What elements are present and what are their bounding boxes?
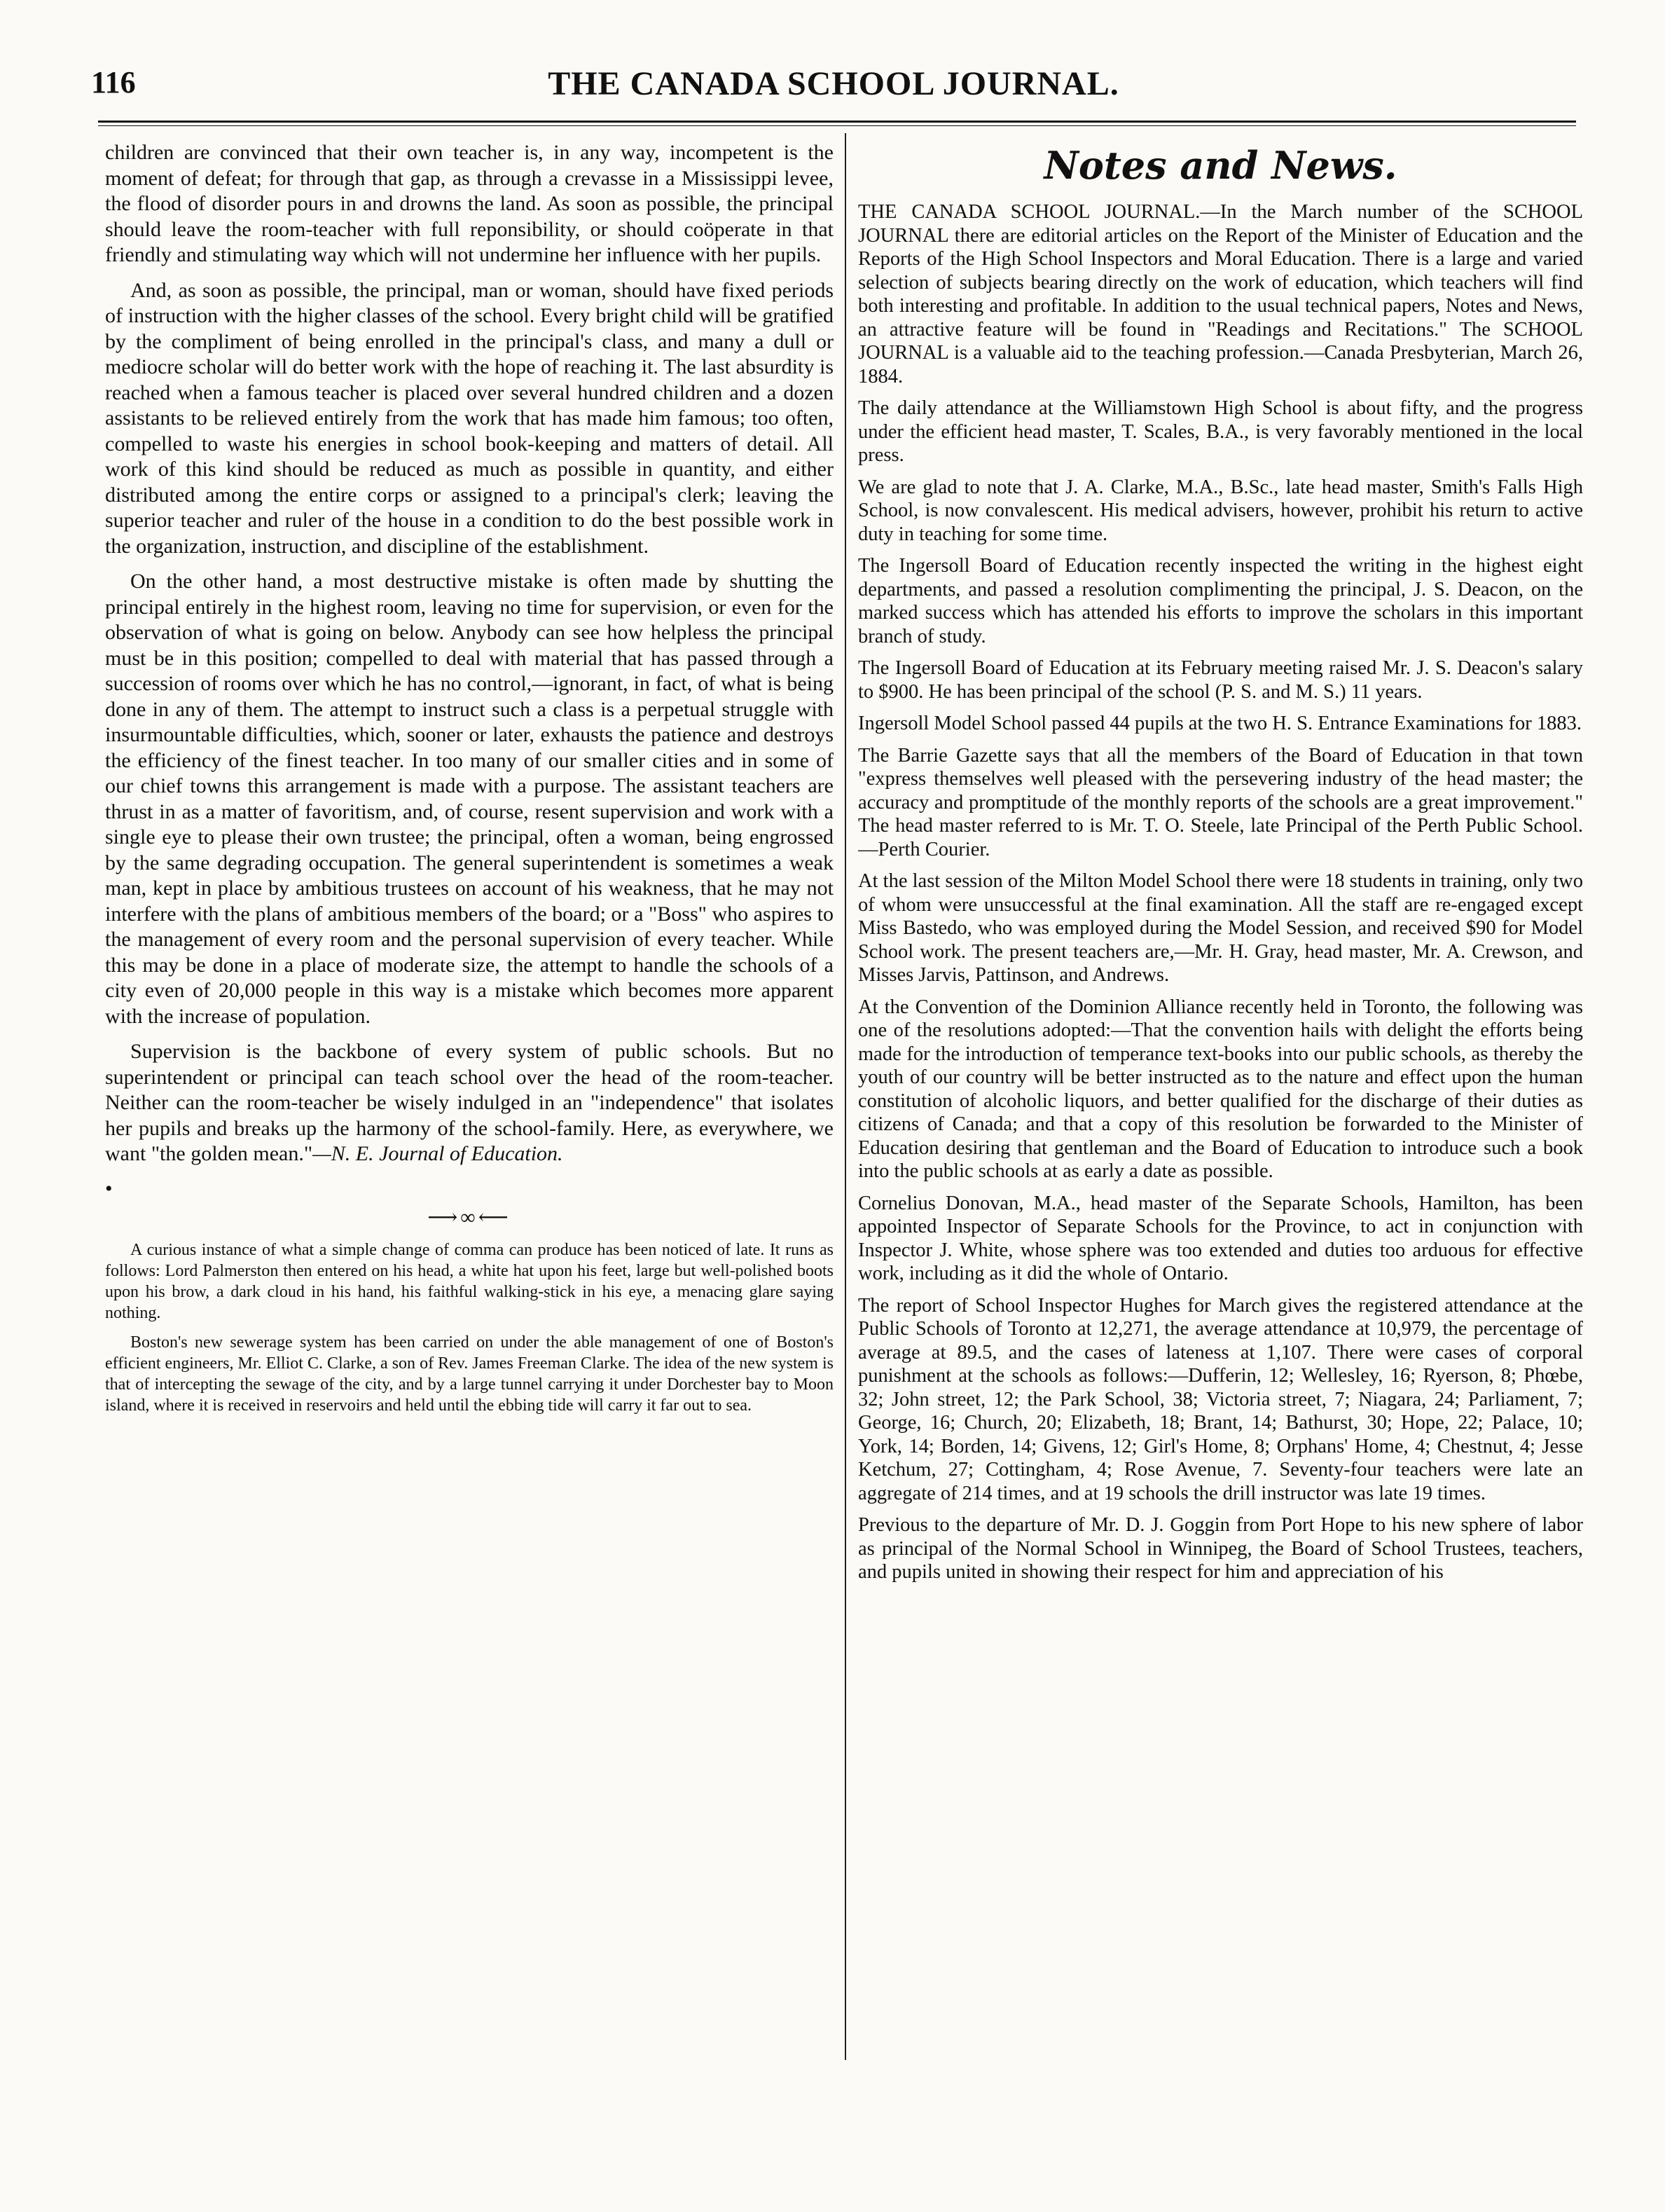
bullet-mark: • (105, 1176, 113, 1200)
news-item: The Ingersoll Board of Education recently inspected the writing in the highest eight departments, and passed a resolution complimenting the principal, J. S. Deacon, on the marked success which has attended his efforts to improve the scholars in this important branch of study. (858, 555, 1583, 647)
small-note: A curious instance of what a simple change of comma can produce has been noticed of late. It runs as follows: Lord Palmerston then entered on his head, a white hat upon his feet, large but well-polished boots upon his brow, a dark cloud in his hand, his faithful walking-stick in his eye, a menacing glare saying nothing. (105, 1240, 834, 1322)
journal-title: THE CANADA SCHOOL JOURNAL. (548, 65, 1119, 102)
right-column (858, 140, 1583, 2060)
news-item: The Ingersoll Board of Education at its February meeting raised Mr. J. S. Deacon's salary to $900. He has been principal of the school (P. S. and M. S.) 11 years. (858, 657, 1583, 703)
article-paragraph: And, as soon as possible, the principal, man or woman, should have fixed periods of instruction with the higher classes of the school. Every bright child will be gratified by the compliment of being enrolled in the principal's class, and many a dull or mediocre scholar will do better work with the hope of reaching it. The last absurdity is reached when a famous teacher is placed over several hundred children and a dozen assistants to be relieved entirely from the work that has made him famous; too often, compelled to waste his energies in school book-keeping and matters of detail. All work of this kind should be reduced as much as possible in quantity, and either distributed among the entire corps or assigned to a principal's clerk; leaving the superior teacher and ruler of the house in a condition to do the best possible work in the organization, instruction, and discipline of the establishment. (105, 278, 834, 558)
article-paragraph-text: Supervision is the backbone of every system of public schools. But no superintendent or principal can teach school over the head of the room-teacher. Neither can the room-teacher be wisely indulged in an "independence" that isolates her pupils and breaks up the harmony of the school-family. Here, as everywhere, we want "the golden mean." (105, 1040, 834, 1165)
section-ornament: ⟶∞⟵ (427, 1205, 511, 1229)
small-notes (105, 1239, 834, 1416)
news-item: The Barrie Gazette says that all the members of the Board of Education in that town "express themselves well pleased with the persevering industry of the head master; the accuracy and promptitude of the monthly reports of the schools are a great improvement." The head master referred to is Mr. T. O. Steele, late Principal of the Perth Public School.—Perth Courier. (858, 744, 1583, 860)
news-item: Ingersoll Model School passed 44 pupils at the two H. S. Entrance Examinations for 1883. (858, 713, 1582, 734)
news-item: We are glad to note that J. A. Clarke, M.A., B.Sc., late head master, Smith's Falls High School, is now convalescent. His medical advisers, however, prohibit his return to active duty in teaching for some time. (858, 476, 1583, 545)
article-paragraph: On the other hand, a most destructive mistake is often made by shutting the principal entirely in the highest room, leaving no time for supervision, or even for the observation of what is going on below. Anybody can see how helpless the principal must be in this position; compelled to deal with material that has passed through a succession of rooms over which he has no control,—ignorant, in fact, of what is being done in any of them. The attempt to instruct such a class is a perpetual struggle with insurmountable difficulties, which, sooner or later, exhausts the patience and destroys the efficiency of the finest teacher. In too many of our smaller cities and in some of our chief towns this arrangement is made with a purpose. The assistant teachers are thrust in as a matter of favoritism, and, of course, resent supervision and work with a single eye to please their own trustee; the principal, often a woman, being engrossed by the same degrading occupation. The general superintendent is sometimes a weak man, kept in place by ambitious trustees on account of his weakness, that he may not interfere with the plans of ambitious members of the board; or a "Boss" who aspires to the management of every room and the personal supervision of every teacher. While this may be done in a place of moderate size, the attempt to handle the schools of a city even of 20,000 people in this way is a mistake which becomes more apparent with the increase of population. (105, 570, 834, 1028)
news-item: THE CANADA SCHOOL JOURNAL.—In the March number of the SCHOOL JOURNAL there are editorial articles on the Report of the Minister of Education and the Reports of the High School Inspectors and Moral Education. There is a large and varied selection of subjects bearing directly on the work of education, which teachers will find both interesting and profitable. In addition to the usual technical papers, Notes and News, an attractive feature will be found in "Readings and Recitations." The SCHOOL JOURNAL is a valuable aid to the teaching profession.—Canada Presbyterian, March 26, 1884. (858, 201, 1583, 387)
news-item: The daily attendance at the Williamstown High School is about fifty, and the progress under the efficient head master, T. Scales, B.A., is very favorably mentioned in the local press. (858, 397, 1583, 466)
article-attribution: —N. E. Journal of Education. (312, 1142, 563, 1165)
article-paragraph (105, 1039, 834, 1167)
article-paragraph: children are convinced that their own teacher is, in any way, incompetent is the moment of defeat; for through that gap, as through a crevasse in a Mississippi levee, the flood of disorder pours in and drowns the land. As soon as possible, the principal should leave the room-teacher with full reponsibility, or should coöperate in that friendly and stimulating way which will not undermine her influence with her pupils. (105, 141, 834, 266)
news-item: Previous to the departure of Mr. D. J. Goggin from Port Hope to his new sphere of labor as principal of the Normal School in Winnipeg, the Board of School Trustees, teachers, and pupils united in showing their respect for him and appreciation of his (858, 1514, 1583, 1583)
news-item: Cornelius Donovan, M.A., head master of the Separate Schools, Hamilton, has been appointed Inspector of Separate Schools for the Province, to act in conjunction with Inspector J. White, whose sphere was too extended and duties too arduous for effective work, including as it did the whole of Ontario. (858, 1192, 1583, 1284)
page-number: 116 (91, 65, 136, 99)
header-rule (98, 121, 1576, 126)
news-item: At the Convention of the Dominion Alliance recently held in Toronto, the following was one of the resolutions adopted:—That the convention hails with delight the efforts being made for the introduction of temperance text-books into our public schools, as thereby the youth of our country will be better instructed as to the nature and effect upon the human constitution of alcoholic liquors, and better qualified for the discharge of their duties as citizens of Canada; and that a copy of this resolution be forwarded to the Minister of Education desiring that gentleman and the Board of Education to introduce such a book into the public schools at as early a date as possible. (858, 996, 1583, 1182)
news-item: At the last session of the Milton Model School there were 18 students in training, only two of whom were unsuccessful at the final examination. All the staff are re-engaged except Miss Bastedo, who was employed during the Model Session, and received $90 for Model School work. The present teachers are,—Mr. H. Gray, head master, Mr. A. Crewson, and Misses Jarvis, Pattinson, and Andrews. (858, 870, 1583, 986)
section-heading: Notes and News. (1044, 143, 1397, 188)
page-header (91, 64, 1576, 107)
small-note: Boston's new sewerage system has been carried on under the able management of one of Boston's efficient engineers, Mr. Elliot C. Clarke, a son of Rev. James Freeman Clarke. The idea of the new system is that of intercepting the sewage of the city, and by a large tunnel carrying it under Dorchester bay to Moon island, where it is received in reservoirs and held until the ebbing tide will carry it far out to sea. (105, 1333, 834, 1415)
left-column (105, 140, 834, 2060)
column-divider (845, 133, 846, 2060)
news-item: The report of School Inspector Hughes for March gives the registered attendance at the Public Schools of Toronto at 12,271, the average attendance at 10,979, the percentage of average at 89.5, and the cases of lateness at 1,107. There were cases of corporal punishment at the schools as follows:—Dufferin, 12; Wellesley, 16; Ryerson, 8; Phœbe, 32; John street, 12; the Park School, 38; Victoria street, 7; Niagara, 24; Parliament, 7; George, 16; Church, 20; Elizabeth, 18; Brant, 14; Bathurst, 30; Hope, 22; Palace, 10; York, 14; Borden, 14; Givens, 12; Girl's Home, 8; Orphans' Home, 4; Chestnut, 4; Jesse Ketchum, 27; Cottingham, 4; Rose Avenue, 7. Seventy-four teachers were late an aggregate of 214 times, and at 19 schools the drill instructor was late 19 times. (858, 1294, 1583, 1504)
